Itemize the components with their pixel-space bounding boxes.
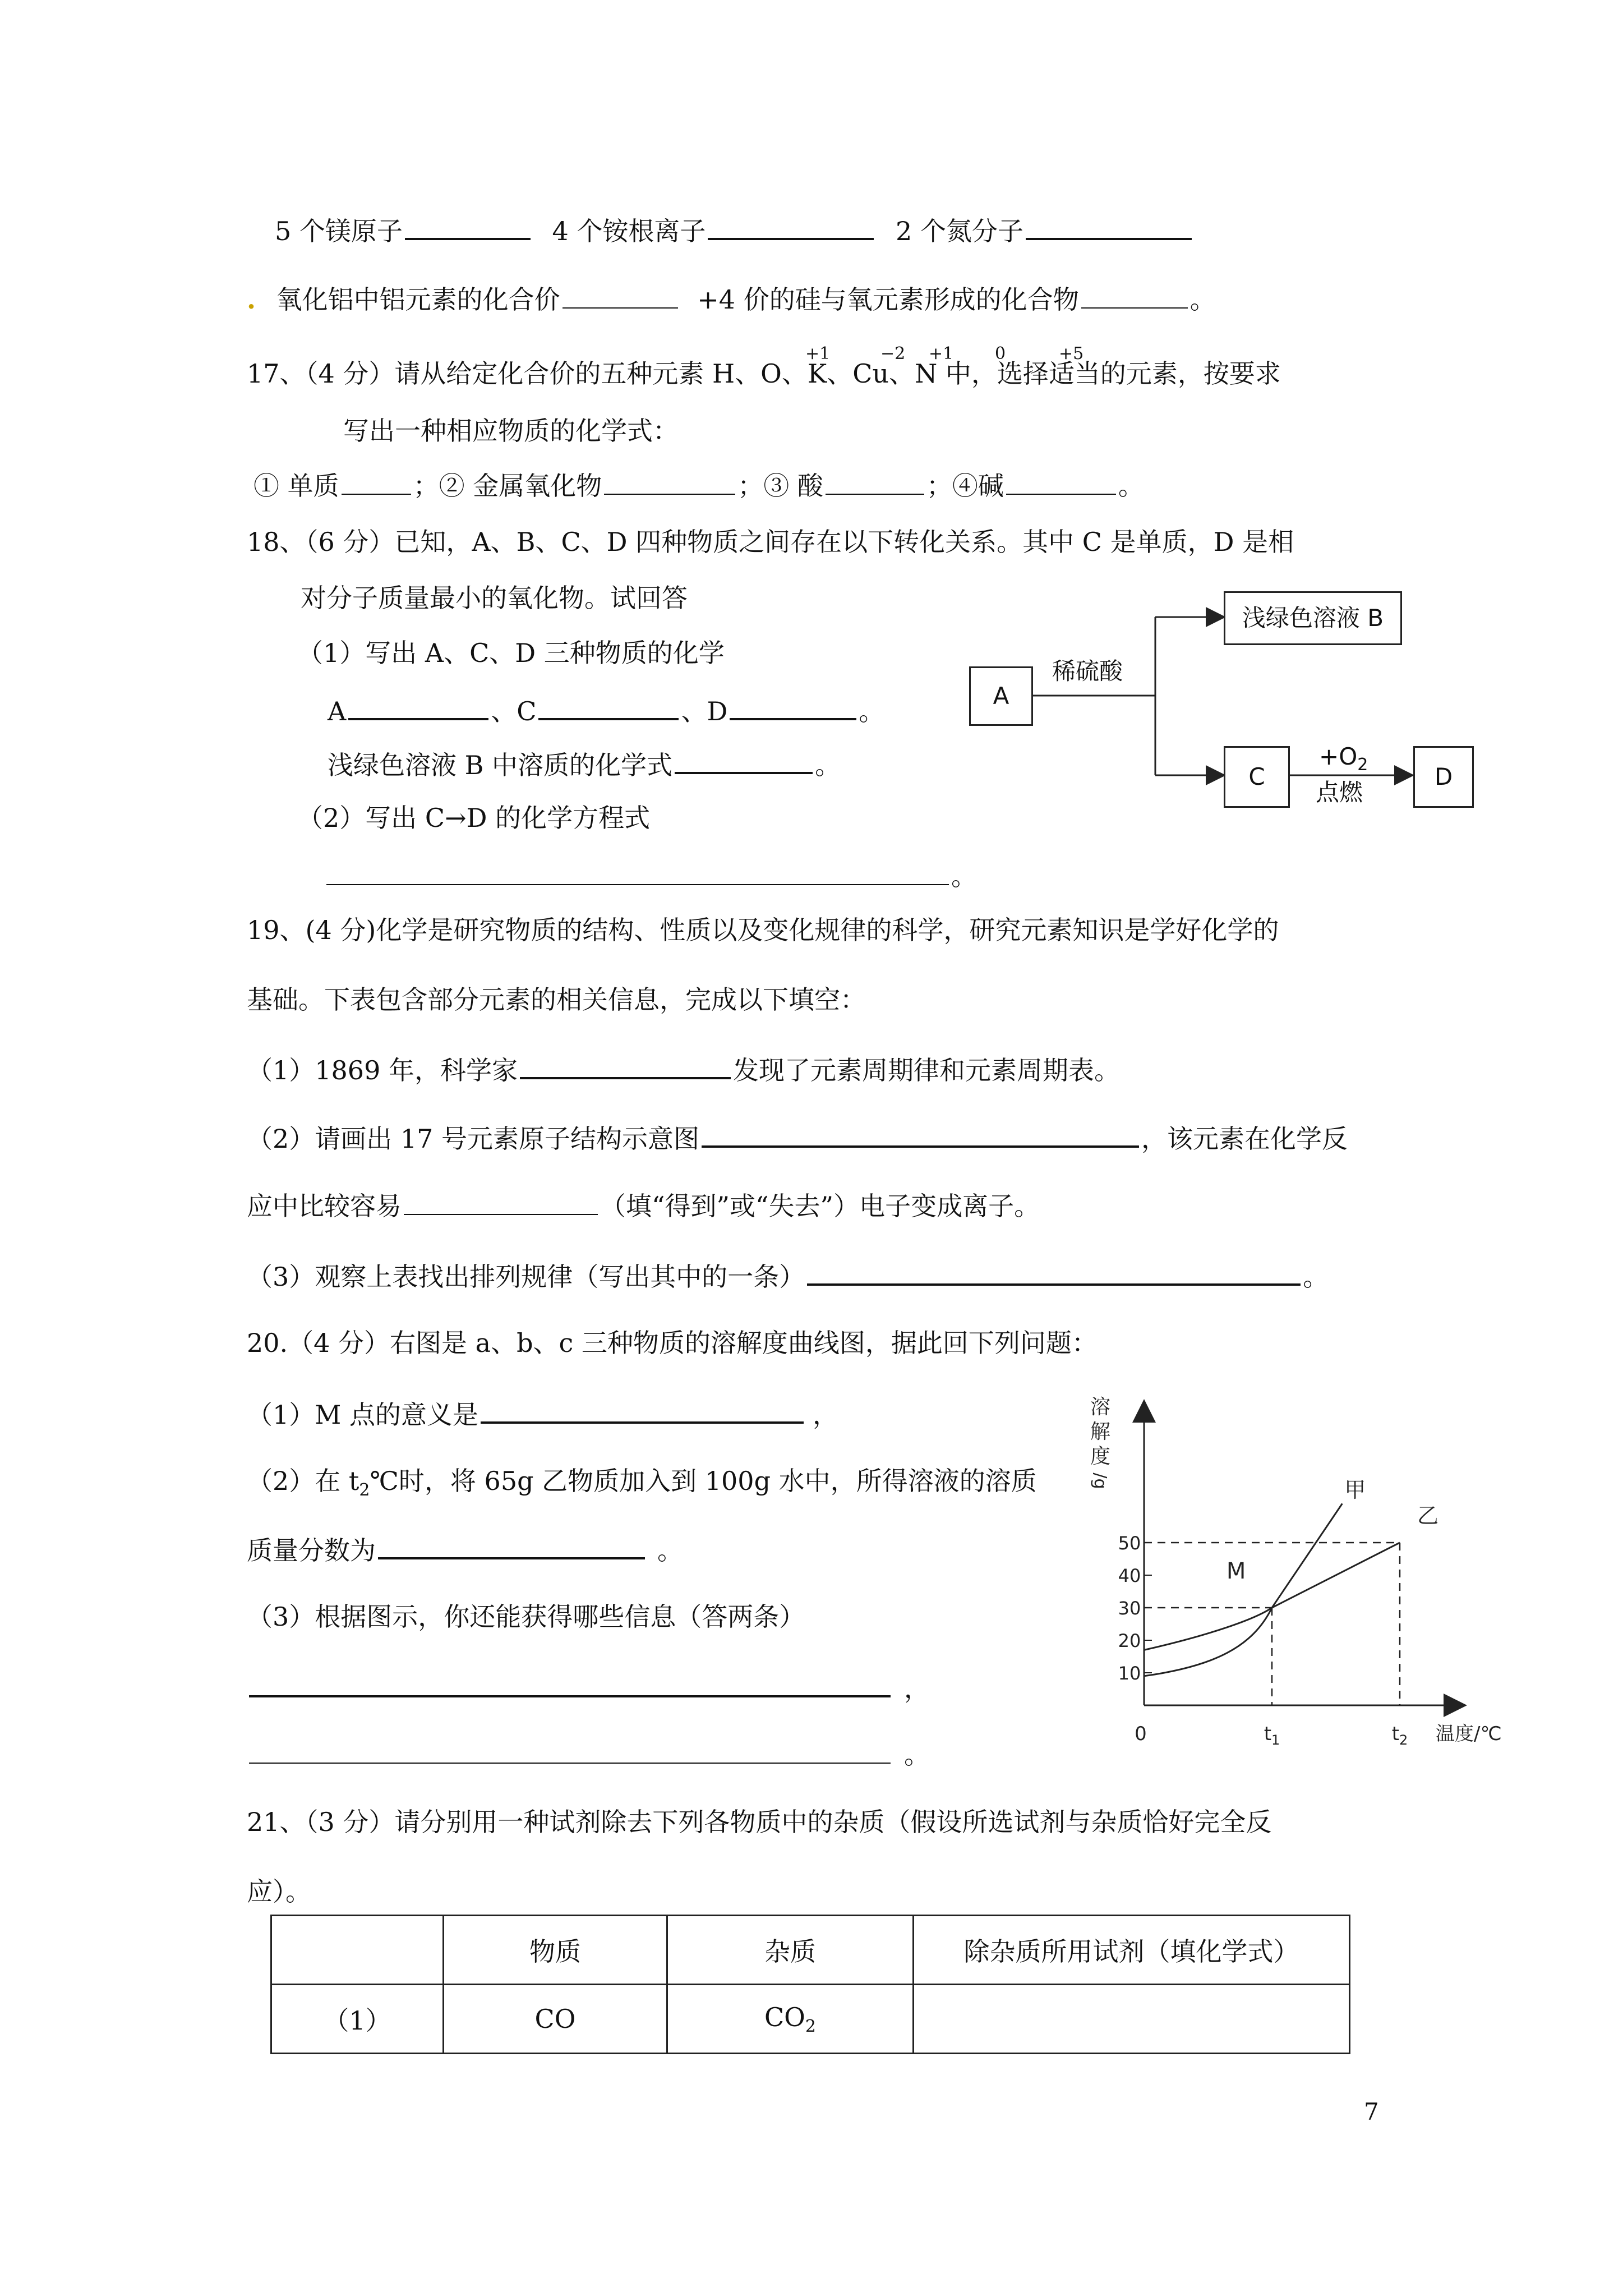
text-mg-atoms: 5 个镁原子	[275, 216, 403, 246]
series-yi-label: 乙	[1417, 1503, 1439, 1529]
valence-cu: 0	[995, 344, 1006, 364]
flow-label-ignite: 点燃	[1316, 779, 1363, 806]
valence-k: +1	[929, 344, 954, 364]
q20-stem: 20.（4 分）右图是 a、b、c 三种物质的溶解度曲线图，据此回下列问题：	[247, 1328, 1098, 1358]
text-ammonium-ions: 4 个铵根离子	[552, 216, 706, 246]
q17-stem: 17、（4 分）请从给定化合价的五种元素 H、O、K、Cu、N 中，选择适当的元素，按要求	[247, 358, 1281, 389]
period: 。	[904, 1740, 930, 1770]
text-si-oxide: +4 价的硅与氧元素形成的化合物	[697, 284, 1079, 315]
bullet-dot: .	[247, 284, 256, 315]
blank-si-oxide[interactable]	[1081, 282, 1188, 309]
q17-answers	[253, 468, 1144, 503]
blank-al-valence[interactable]	[562, 282, 678, 309]
label-periodic-law: 发现了元素周期律和元素周期表。	[732, 1055, 1120, 1085]
text-n2-molecules: 2 个氮分子	[896, 216, 1023, 246]
blank-atom-diagram[interactable]	[702, 1120, 1139, 1148]
period: 。	[859, 696, 885, 726]
blank-element[interactable]	[342, 468, 411, 495]
q20-s1	[247, 1396, 838, 1432]
label-acid: ；③ 酸	[737, 471, 823, 501]
period: 。	[951, 861, 977, 891]
flow-box-c: C	[1224, 746, 1290, 808]
blank-base[interactable]	[1006, 468, 1116, 495]
table-cell-reagent[interactable]	[914, 1985, 1350, 2054]
valence-o: −2	[880, 344, 906, 364]
label-t2-a: （2）在 t	[247, 1466, 359, 1496]
flow-label-dilute-sulfuric-acid: 稀硫酸	[1052, 657, 1123, 685]
impurity-subscript: 2	[805, 2016, 816, 2036]
label-solute-b: 浅绿色溶液 B 中溶质的化学式	[328, 750, 673, 780]
blank-scientist[interactable]	[520, 1051, 731, 1079]
t2-subscript: 2	[359, 1480, 370, 1500]
q18-stem-2: 对分子质量最小的氧化物。试回答	[301, 583, 688, 613]
flow-box-d: D	[1413, 746, 1474, 808]
y-tick-label: 10	[1118, 1663, 1141, 1684]
y-axis-label-char: 度	[1090, 1445, 1111, 1468]
page-number: 7	[1364, 2098, 1379, 2125]
y-tick-label: 40	[1118, 1565, 1141, 1586]
label-point-m: （1）M 点的意义是	[247, 1400, 478, 1430]
label-mass-fraction: 质量分数为	[247, 1535, 376, 1566]
q18-stem: 18、（6 分）已知，A、B、C、D 四种物质之间存在以下转化关系。其中 C 是单质，D 是相	[247, 527, 1294, 557]
period: 。	[1189, 284, 1216, 315]
q20-s3-blank1	[247, 1669, 930, 1705]
blank-metal-oxide[interactable]	[604, 468, 735, 495]
period: 。	[1303, 1262, 1329, 1292]
blank-n2-molecules[interactable]	[1026, 212, 1192, 240]
q19-s2-cont	[247, 1188, 1040, 1223]
period: 。	[657, 1535, 683, 1566]
flow-label-o2	[1319, 743, 1368, 779]
label-c: 、C	[491, 696, 537, 726]
blank-ammonium-ions[interactable]	[708, 212, 874, 240]
q18-solute	[328, 746, 841, 782]
fill-line-particles	[275, 212, 1194, 248]
impurity-text: CO	[764, 2001, 805, 2032]
blank-info-1[interactable]	[249, 1669, 891, 1697]
q21-stem-2: 应）。	[247, 1876, 311, 1907]
label-element: ① 单质	[253, 471, 339, 501]
o2-subscript: 2	[1357, 755, 1368, 775]
blank-c[interactable]	[538, 692, 679, 720]
q20-s2	[247, 1464, 1037, 1507]
q19-s2	[247, 1120, 1348, 1156]
q18-fill-acd	[328, 692, 884, 728]
y-axis-label-char: 溶	[1090, 1396, 1111, 1419]
q19-s3	[247, 1258, 1329, 1294]
flow-box-a: A	[969, 666, 1033, 726]
q18-equation-line	[324, 858, 977, 893]
label-a: A	[328, 696, 347, 726]
comma: ，	[904, 1673, 930, 1704]
q17-stem-2: 写出一种相应物质的化学式：	[343, 416, 679, 446]
q20-s2-cont	[247, 1531, 683, 1567]
label-t2-b: ℃时，将 65g 乙物质加入到 100g 水中，所得溶液的溶质	[370, 1466, 1037, 1496]
comma: ，	[813, 1400, 838, 1430]
q19-stem: 19、(4 分)化学是研究物质的结构、性质以及变化规律的科学，研究元素知识是学好化学的	[247, 915, 1279, 945]
y-tick-label: 20	[1118, 1630, 1141, 1651]
blank-mg-atoms[interactable]	[405, 212, 531, 240]
label-d: 、D	[681, 696, 728, 726]
blank-a[interactable]	[348, 692, 488, 720]
valence-h: +1	[805, 344, 831, 364]
blank-info-2[interactable]	[249, 1737, 891, 1764]
table-header-substance: 物质	[444, 1916, 667, 1985]
label-atom-diagram: （2）请画出 17 号元素原子结构示意图	[247, 1124, 700, 1154]
label-gain-lose-hint: （填“得到”或“失去”）电子变成离子。	[600, 1191, 1040, 1221]
series-jia-label: 甲	[1344, 1477, 1366, 1502]
q18-sub1: （1）写出 A、C、D 三种物质的化学	[297, 638, 725, 668]
q19-stem-2: 基础。下表包含部分元素的相关信息，完成以下填空：	[247, 984, 866, 1015]
table-cell-substance: CO	[444, 1985, 667, 2054]
y-axis-label-unit: /g	[1090, 1473, 1110, 1489]
y-tick-label: 50	[1118, 1533, 1141, 1554]
table-header-row	[271, 1916, 1350, 1985]
table-cell-impurity	[667, 1985, 914, 2054]
text-al-valence: 氧化铝中铝元素的化合价	[276, 284, 560, 315]
period: 。	[1118, 471, 1144, 501]
table-header-impurity: 杂质	[667, 1916, 914, 1985]
q20-s3: （3）根据图示，你还能获得哪些信息（答两条）	[247, 1602, 805, 1632]
origin-label: 0	[1135, 1723, 1147, 1745]
label-reaction: ，该元素在化学反	[1141, 1124, 1348, 1154]
y-tick-label: 30	[1118, 1598, 1141, 1619]
blank-gain-lose[interactable]	[404, 1188, 598, 1215]
series-jia-line	[1144, 1503, 1342, 1676]
blank-point-m[interactable]	[481, 1396, 804, 1424]
solubility-chart	[1077, 1391, 1514, 1750]
blank-mass-fraction[interactable]	[378, 1531, 645, 1559]
x-axis-label: 温度/℃	[1436, 1723, 1502, 1745]
series-yi-line	[1144, 1543, 1400, 1650]
point-m-label: M	[1226, 1558, 1246, 1584]
table-header-reagent: 除杂质所用试剂（填化学式）	[914, 1916, 1350, 1985]
x-tick-label: $t_2$	[1391, 1723, 1408, 1748]
fill-line-valence	[247, 282, 1216, 316]
label-easily: 应中比较容易	[247, 1191, 402, 1221]
table-header-blank	[271, 1916, 444, 1985]
label-pattern: （3）观察上表找出排列规律（写出其中的一条）	[247, 1262, 805, 1292]
impurity-table	[270, 1915, 1350, 2054]
q19-s1	[247, 1051, 1120, 1087]
blank-equation[interactable]	[326, 858, 949, 885]
blank-acid[interactable]	[826, 468, 924, 495]
q18-sub2: （2）写出 C→D 的化学方程式	[297, 803, 651, 833]
blank-solute-b[interactable]	[675, 746, 813, 774]
table-row	[271, 1985, 1350, 2054]
x-tick-label: $t_1$	[1264, 1723, 1280, 1748]
label-base: ；④碱	[926, 471, 1004, 501]
table-cell-no: （1）	[271, 1985, 444, 2054]
flow-box-b: 浅绿色溶液 B	[1224, 591, 1402, 645]
period: 。	[815, 750, 841, 780]
label-metal-oxide: ；② 金属氧化物	[413, 471, 602, 501]
blank-d[interactable]	[730, 692, 856, 720]
y-axis-label-char: 解	[1090, 1420, 1111, 1443]
valence-n: +5	[1059, 344, 1084, 364]
label-scientist: （1）1869 年，科学家	[247, 1055, 518, 1085]
blank-pattern[interactable]	[807, 1258, 1301, 1286]
o2-text: +O	[1319, 743, 1358, 770]
q21-stem: 21、（3 分）请分别用一种试剂除去下列各物质中的杂质（假设所选试剂与杂质恰好完全反	[247, 1807, 1272, 1837]
q20-s3-blank2	[247, 1737, 930, 1772]
